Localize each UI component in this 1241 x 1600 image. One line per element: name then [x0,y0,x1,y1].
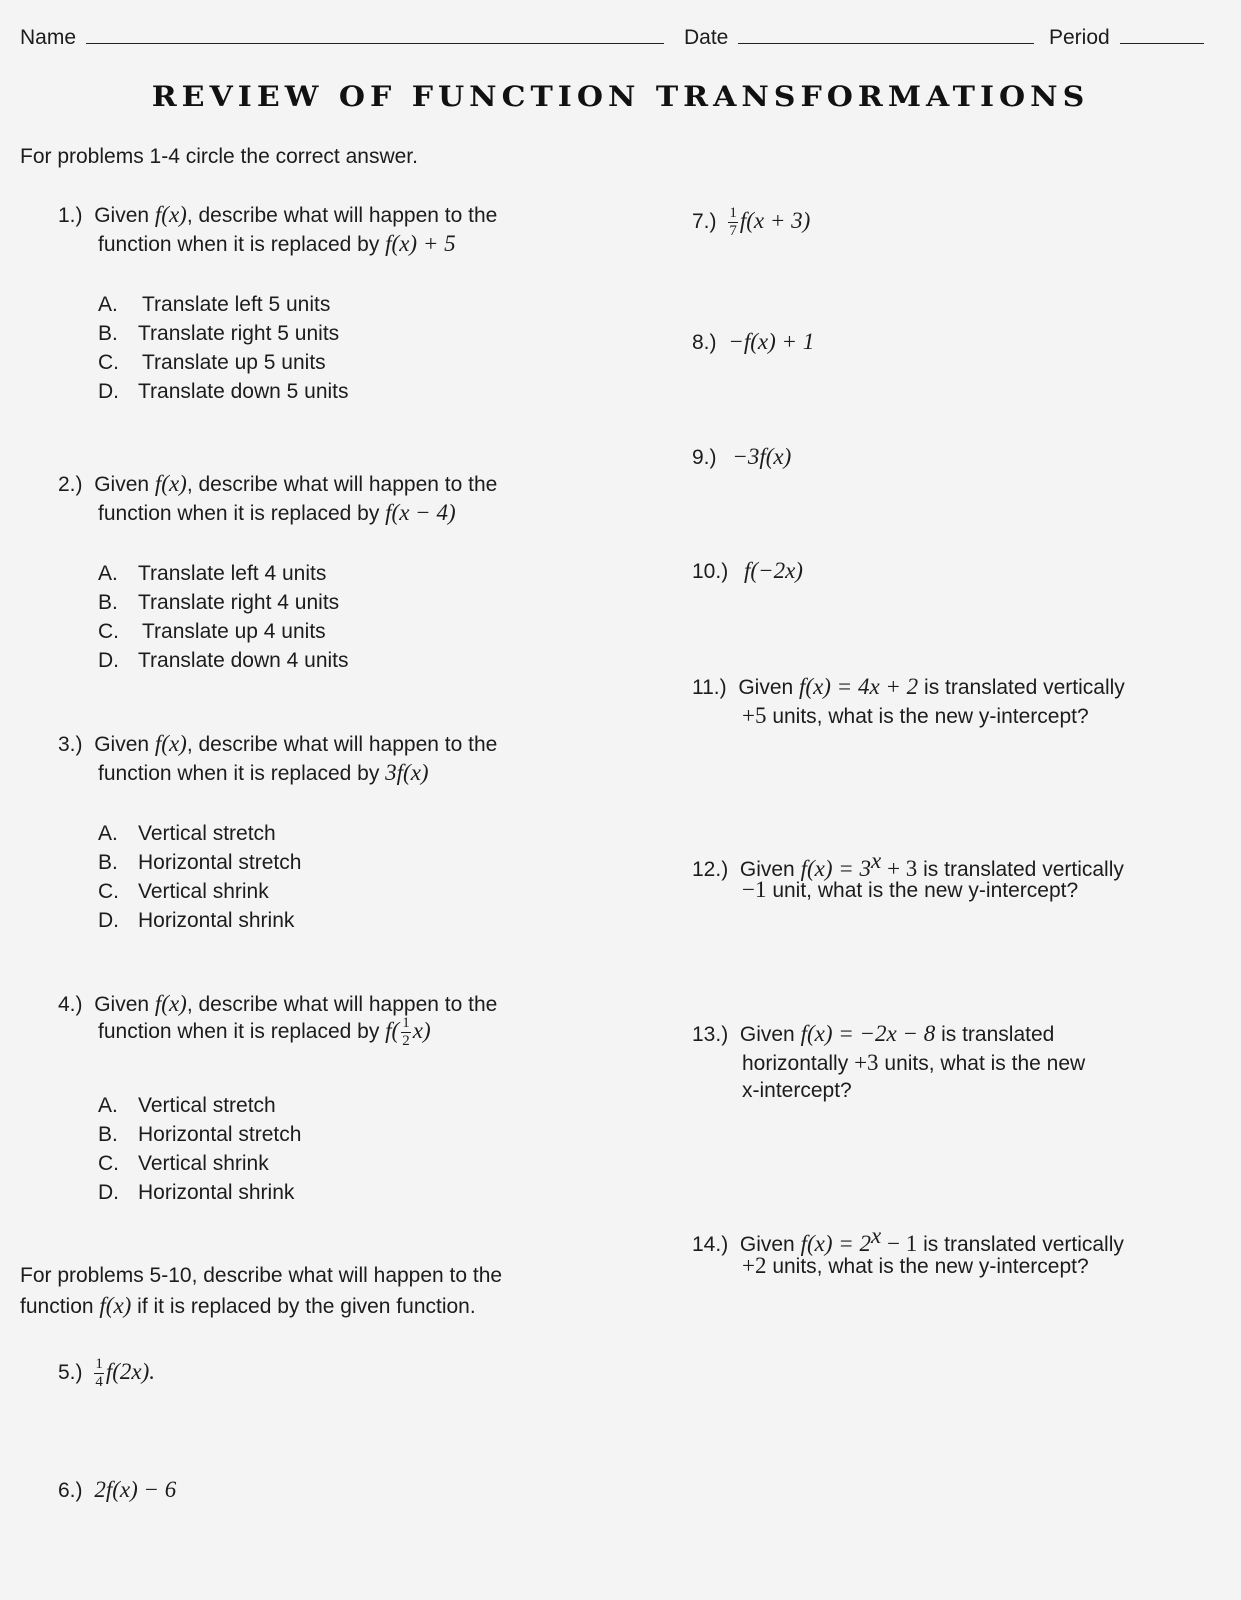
option-text: Translate left 5 units [142,293,331,316]
option-text: Vertical stretch [138,822,276,845]
problem-number: 7.) [692,210,717,234]
math-expression: f(x) [154,991,187,1016]
problem-11-line1 [692,675,1125,698]
problem-number: 2.) [58,473,83,496]
exponent: x [871,848,882,873]
option-c[interactable] [98,348,349,377]
math-expression: +3 [854,1050,879,1075]
option-letter: B. [98,591,118,614]
fraction-denominator: 4 [95,1374,103,1390]
exponent: x [871,1223,882,1248]
problem-text: Given [94,993,150,1016]
problem-4-options [98,1091,301,1207]
option-text: Horizontal shrink [138,909,295,932]
option-letter: A. [98,293,118,316]
math-expression: f(x) + 5 [385,231,456,256]
problem-number: 13.) [692,1023,729,1046]
name-field[interactable] [20,25,664,48]
option-letter: C. [98,880,119,903]
math-expression: f(−2x) [744,558,803,583]
problem-5 [58,1357,155,1390]
problem-number: 9.) [692,446,717,469]
problem-text: Given [94,473,150,496]
math-expression: f(x) = −2x − 8 [800,1021,936,1046]
option-text: Horizontal shrink [138,1181,295,1204]
math-expression: f(x − 4) [385,500,456,525]
math-expression: −1 [742,877,767,902]
period-label: Period [1049,26,1110,49]
problem-2-line1 [58,472,497,495]
problem-text: Given [94,733,150,756]
option-letter: D. [98,649,119,672]
math-expression: f(x) = 2 [800,1231,871,1256]
option-letter: B. [98,851,118,874]
problem-text: , describe what will happen to the [186,204,498,227]
problem-text: is translated vertically [924,676,1125,699]
option-text: Translate right 4 units [138,591,340,614]
option-a[interactable] [98,559,349,588]
option-letter: C. [98,1152,119,1175]
problem-text: Given [94,204,150,227]
problem-text: , describe what will happen to the [186,993,498,1016]
problem-1-line2 [98,232,456,255]
option-text: Vertical stretch [138,1094,276,1117]
option-text: Vertical shrink [138,1152,269,1175]
option-letter: A. [98,562,118,585]
fraction-denominator: 7 [729,223,737,239]
problem-number: 6.) [58,1479,83,1502]
math-expression: f(x) [99,1293,132,1318]
fraction-numerator: 1 [729,205,737,221]
option-a[interactable] [98,819,301,848]
instruction-text: function [20,1295,94,1318]
problem-number: 4.) [58,993,83,1016]
problem-12-line2 [742,878,1078,901]
name-label: Name [20,26,77,49]
problem-number: 12.) [692,858,729,881]
problem-7 [692,206,810,239]
period-blank[interactable] [1120,25,1204,44]
problem-text: units, what is the new y-intercept? [772,1255,1089,1278]
option-letter: D. [98,1181,119,1204]
option-c[interactable] [98,1149,301,1178]
problem-text: is translated [941,1023,1055,1046]
problem-number: 8.) [692,331,717,354]
option-text: Translate down 5 units [138,380,349,403]
option-letter: D. [98,909,119,932]
instructions-part1: For problems 1-4 circle the correct answer. [20,145,418,168]
problem-13-line3: x-intercept? [742,1079,852,1102]
math-expression: 3f(x) [385,760,429,785]
problem-3-line1 [58,732,497,755]
option-letter: C. [98,620,119,643]
problem-number: 14.) [692,1233,729,1256]
problem-text: function when it is replaced by [98,502,380,525]
option-text: Vertical shrink [138,880,269,903]
math-expression: x) [412,1018,431,1044]
option-b[interactable] [98,848,301,877]
option-text: Horizontal stretch [138,1123,302,1146]
problem-9 [692,445,791,468]
math-expression: − 1 [887,1231,918,1256]
math-expression: f(x + 3) [739,208,811,234]
math-expression: f(x) = 3 [800,856,871,881]
math-expression: 2f(x) − 6 [94,1477,177,1502]
option-letter: C. [98,351,119,374]
fraction-denominator: 2 [402,1033,410,1049]
problem-number: 5.) [58,1361,83,1385]
problem-text: Given [739,1233,795,1256]
problem-number: 11.) [692,676,727,699]
math-expression: f( [385,1018,400,1044]
problem-12-line1 [692,849,1124,880]
problem-1-options [98,290,349,406]
problem-8 [692,330,814,353]
option-letter: B. [98,1123,118,1146]
instructions-part2-line1: For problems 5-10, describe what will happen to the [20,1264,503,1287]
problem-text: Given [739,858,795,881]
option-d[interactable] [98,377,349,406]
math-expression: +2 [742,1253,767,1278]
fraction [401,1016,411,1049]
problem-text: function when it is replaced by [98,1020,380,1044]
problem-number: 3.) [58,733,83,756]
option-letter: A. [98,822,118,845]
problem-text: function when it is replaced by [98,762,380,785]
problem-number: 1.) [58,204,83,227]
option-text: Horizontal stretch [138,851,302,874]
fraction [728,206,738,239]
problem-4-line1 [58,992,497,1015]
problem-text: , describe what will happen to the [186,733,498,756]
problem-text: units, what is the new y-intercept? [772,705,1089,728]
problem-2-options [98,559,349,675]
option-a[interactable] [98,1091,301,1120]
option-b[interactable] [98,588,349,617]
instruction-text: if it is replaced by the given function. [137,1295,476,1318]
math-expression: f(x) = 4x + 2 [799,674,919,699]
problem-11-line2 [742,704,1089,727]
math-expression: +5 [742,703,767,728]
problem-text: unit, what is the new y-intercept? [772,879,1079,902]
problem-6 [58,1478,176,1501]
problem-number: 10.) [692,560,729,583]
problem-3-options [98,819,301,935]
option-text: Translate up 5 units [142,351,326,374]
option-letter: B. [98,322,118,345]
option-text: Translate down 4 units [138,649,349,672]
math-expression: −f(x) + 1 [728,329,815,354]
fraction [94,1357,104,1390]
problem-13-line1 [692,1022,1054,1045]
option-letter: D. [98,380,119,403]
problem-text: is translated vertically [923,858,1124,881]
date-field[interactable] [684,25,1034,48]
problem-3-line2 [98,761,429,784]
option-c[interactable] [98,877,301,906]
problem-text: is translated vertically [923,1233,1124,1256]
option-text: Translate left 4 units [138,562,327,585]
option-c[interactable] [98,617,349,646]
option-text: Translate right 5 units [138,322,340,345]
math-expression: f(x) [154,202,187,227]
option-a[interactable] [98,290,349,319]
option-d[interactable] [98,646,349,675]
problem-text: horizontally [742,1052,849,1075]
name-blank[interactable] [86,25,664,44]
problem-text: function when it is replaced by [98,233,380,256]
problem-text: Given [738,676,794,699]
date-blank[interactable] [738,25,1034,44]
date-label: Date [684,26,729,49]
problem-text: , describe what will happen to the [186,473,498,496]
math-expression: f(2x). [105,1359,156,1385]
fraction-numerator: 1 [402,1015,410,1031]
option-b[interactable] [98,319,349,348]
problem-text: Given [739,1023,795,1046]
math-expression: f(x) [154,471,187,496]
math-expression: −3f(x) [732,444,792,469]
fraction-numerator: 1 [95,1356,103,1372]
problem-2-line2 [98,501,456,524]
math-expression: + 3 [887,856,918,881]
instructions-part2-line2 [20,1294,476,1317]
option-text: Translate up 4 units [142,620,326,643]
problem-4-line2 [98,1016,431,1049]
page-title: REVIEW OF FUNCTION TRANSFORMATIONS [151,81,1090,114]
problem-14-line1 [692,1224,1124,1255]
problem-14-line2 [742,1254,1089,1277]
option-b[interactable] [98,1120,301,1149]
option-letter: A. [98,1094,118,1117]
problem-10 [692,559,803,582]
option-d[interactable] [98,906,301,935]
problem-1-line1 [58,203,497,226]
option-d[interactable] [98,1178,301,1207]
math-expression: f(x) [154,731,187,756]
problem-13-line2 [742,1051,1085,1074]
problem-text: units, what is the new [884,1052,1086,1075]
period-field[interactable] [1049,25,1204,48]
